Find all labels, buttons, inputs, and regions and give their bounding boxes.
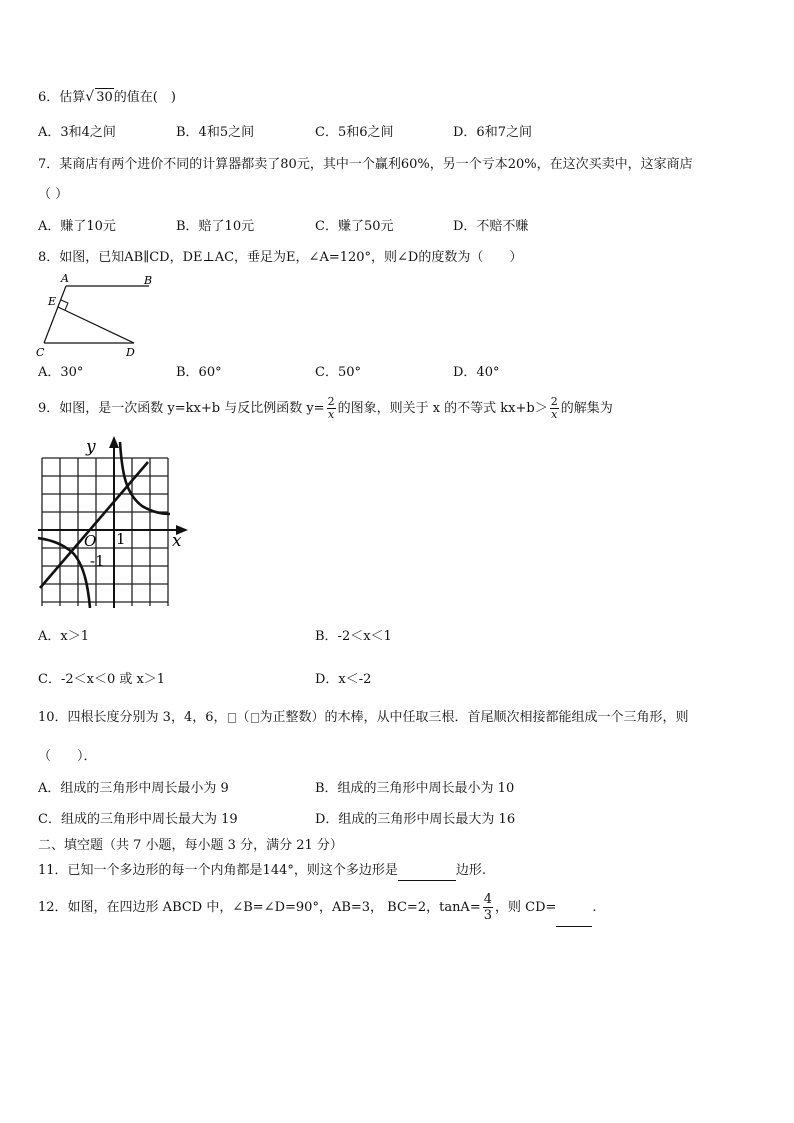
q6-option-d: D．6和7之间 [453, 125, 532, 140]
q11-stem-prefix: 11．已知一个多边形的每一个内角都是144°，则这个多边形是 [38, 863, 398, 878]
q6-stem-suffix: 的值在( ) [113, 90, 176, 105]
question-6-stem [38, 88, 176, 107]
q10-option-a: A．组成的三角形中周长最小为 9 [38, 781, 229, 796]
q6-option-a: A．3和4之间 [38, 125, 116, 140]
label-a: A [61, 272, 69, 285]
q7-option-b: B．赔了10元 [176, 219, 255, 234]
q9-stem-suffix: 的解集为 [560, 401, 613, 416]
x-label: x [172, 531, 182, 551]
q9-fraction-1 [327, 396, 336, 421]
q9-graph [38, 434, 190, 608]
q9-fraction-2 [550, 396, 559, 421]
q9-option-c: C．-2＜x＜0 或 x＞1 [38, 672, 166, 687]
y-label: y [86, 437, 96, 457]
q9-stem-middle: 的图象，则关于 x 的不等式 kx+b＞ [337, 401, 548, 416]
answer-blank [398, 862, 456, 881]
q9-option-d: D．x＜-2 [315, 672, 372, 687]
question-7-stem: 7．某商店有两个进价不同的计算器都卖了80元，其中一个赢利60%，另一个亏本20%，在这次买卖中，这家商店 [38, 157, 693, 172]
q9-option-a: A．x＞1 [38, 629, 89, 644]
q12-end: . [592, 900, 597, 915]
q11-stem-suffix: 边形. [455, 863, 486, 878]
q10-stem-middle: （ [236, 710, 250, 725]
q7-option-d: D．不赔不赚 [453, 219, 529, 234]
q8-figure [34, 270, 164, 362]
q6-option-b: B．4和5之间 [176, 125, 255, 140]
q8-option-d: D．40° [453, 365, 500, 380]
q9-option-b: B．-2＜x＜1 [315, 629, 392, 644]
hyperbola-branch-1 [120, 442, 170, 514]
q10-option-b: B．组成的三角形中周长最小为 10 [315, 781, 515, 796]
q9-stem-prefix: 9．如图，是一次函数 y=kx+b 与反比例函数 y= [38, 401, 325, 416]
frac-denominator: x [551, 408, 558, 421]
frac-numerator: 4 [483, 892, 492, 907]
origin-label: O [84, 532, 97, 550]
frac-denominator: 3 [483, 908, 492, 923]
q10-option-d: D．组成的三角形中周长最大为 16 [315, 812, 516, 827]
q7-option-c: C．赚了50元 [315, 219, 394, 234]
q12-fraction [483, 892, 493, 923]
variable-placeholder [251, 713, 259, 723]
question-7-paren: （ ） [38, 187, 69, 202]
section-heading: 二、填空题（共 7 小题，每小题 3 分，满分 21 分） [38, 838, 343, 853]
question-10-stem [38, 709, 689, 727]
tick-label-1: 1 [116, 530, 126, 548]
frac-denominator: x [327, 408, 335, 421]
question-11-stem [38, 862, 486, 881]
label-b: B [144, 274, 153, 287]
frac-numerator: 2 [327, 395, 335, 408]
q6-stem-prefix: 6．估算 [38, 90, 86, 105]
q10-stem-prefix: 10．四根长度分别为 3，4，6， [38, 710, 227, 725]
variable-placeholder [228, 713, 236, 723]
label-d: D [126, 346, 135, 359]
answer-blank [556, 890, 592, 927]
q8-option-c: C．50° [315, 365, 361, 380]
q12-stem-prefix: 12．如图，在四边形 ABCD 中，∠B=∠D=90°，AB=3， BC=2，tanA= [38, 900, 481, 915]
q10-option-c: C．组成的三角形中周长最大为 19 [38, 812, 238, 827]
y-axis-arrow [109, 436, 119, 448]
label-e: E [48, 295, 57, 308]
tick-label-neg1: -1 [90, 552, 105, 570]
q10-stem-suffix: 为正整数）的木棒，从中任取三根．首尾顺次相接都能组成一个三角形，则 [259, 710, 689, 725]
question-12-stem [38, 890, 597, 927]
q6-radicand: 30 [96, 90, 113, 105]
frac-numerator: 2 [550, 395, 558, 408]
label-c: C [36, 346, 45, 359]
q12-stem-suffix: ，则 CD= [495, 900, 557, 915]
line-de [58, 307, 134, 343]
q6-option-c: C．5和6之间 [315, 125, 394, 140]
q8-option-a: A．30° [38, 365, 84, 380]
q7-option-a: A．赚了10元 [38, 219, 116, 234]
question-8-stem: 8．如图，已知AB∥CD，DE⊥AC，垂足为E，∠A=120°，则∠D的度数为（ ） [38, 250, 523, 265]
question-9-stem [38, 396, 613, 421]
sqrt-symbol: √ [85, 89, 95, 105]
question-10-paren: （ ）． [38, 749, 97, 764]
grid [42, 458, 168, 606]
q8-option-b: B．60° [176, 365, 222, 380]
